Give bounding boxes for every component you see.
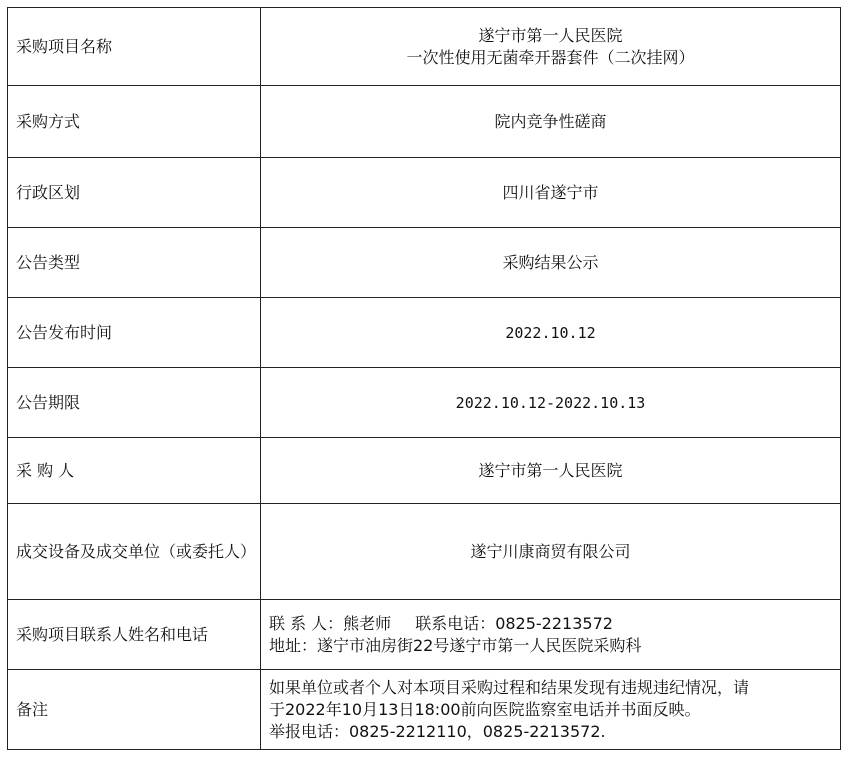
announcement-table bbox=[7, 7, 841, 750]
row-notice-type bbox=[8, 228, 841, 298]
label-contact: 采购项目联系人姓名和电话 bbox=[8, 600, 261, 670]
label-winner: 成交设备及成交单位（或委托人） bbox=[8, 504, 261, 600]
value-winner: 遂宁川康商贸有限公司 bbox=[261, 504, 841, 600]
project-name-line2: 一次性使用无菌牵开器套件（二次挂网） bbox=[406, 47, 695, 67]
row-period bbox=[8, 368, 841, 438]
row-method bbox=[8, 86, 841, 158]
contact-line1 bbox=[269, 613, 832, 635]
label-method: 采购方式 bbox=[8, 86, 261, 158]
label-remarks: 备注 bbox=[8, 670, 261, 750]
value-purchaser: 遂宁市第一人民医院 bbox=[261, 438, 841, 504]
value-project-name bbox=[261, 8, 841, 86]
label-purchaser: 采 购 人 bbox=[8, 438, 261, 504]
contact-address: 地址：遂宁市油房街22号遂宁市第一人民医院采购科 bbox=[269, 635, 642, 655]
label-publish-time: 公告发布时间 bbox=[8, 298, 261, 368]
row-purchaser bbox=[8, 438, 841, 504]
label-period: 公告期限 bbox=[8, 368, 261, 438]
label-notice-type: 公告类型 bbox=[8, 228, 261, 298]
label-region: 行政区划 bbox=[8, 158, 261, 228]
remarks-line1: 如果单位或者个人对本项目采购过程和结果发现有违规违纪情况，请 bbox=[269, 677, 750, 697]
contact-person: 联 系 人：熊老师 bbox=[269, 613, 392, 633]
value-remarks bbox=[261, 670, 841, 750]
remarks-line3: 举报电话：0825-2212110，0825-2213572. bbox=[269, 721, 606, 741]
row-contact bbox=[8, 600, 841, 670]
value-publish-time: 2022.10.12 bbox=[261, 298, 841, 368]
remarks-line2: 于2022年10月13日18:00前向医院监察室电话并书面反映。 bbox=[269, 699, 701, 719]
value-notice-type: 采购结果公示 bbox=[261, 228, 841, 298]
project-name-line1: 遂宁市第一人民医院 bbox=[478, 25, 623, 45]
row-winner bbox=[8, 504, 841, 600]
value-region: 四川省遂宁市 bbox=[261, 158, 841, 228]
label-project-name: 采购项目名称 bbox=[8, 8, 261, 86]
contact-phone: 联系电话：0825-2213572 bbox=[415, 613, 613, 633]
value-method: 院内竞争性磋商 bbox=[261, 86, 841, 158]
row-publish-time bbox=[8, 298, 841, 368]
announcement-table-container bbox=[7, 7, 841, 750]
value-period: 2022.10.12-2022.10.13 bbox=[261, 368, 841, 438]
row-project-name bbox=[8, 8, 841, 86]
row-remarks bbox=[8, 670, 841, 750]
value-contact bbox=[261, 600, 841, 670]
row-region bbox=[8, 158, 841, 228]
